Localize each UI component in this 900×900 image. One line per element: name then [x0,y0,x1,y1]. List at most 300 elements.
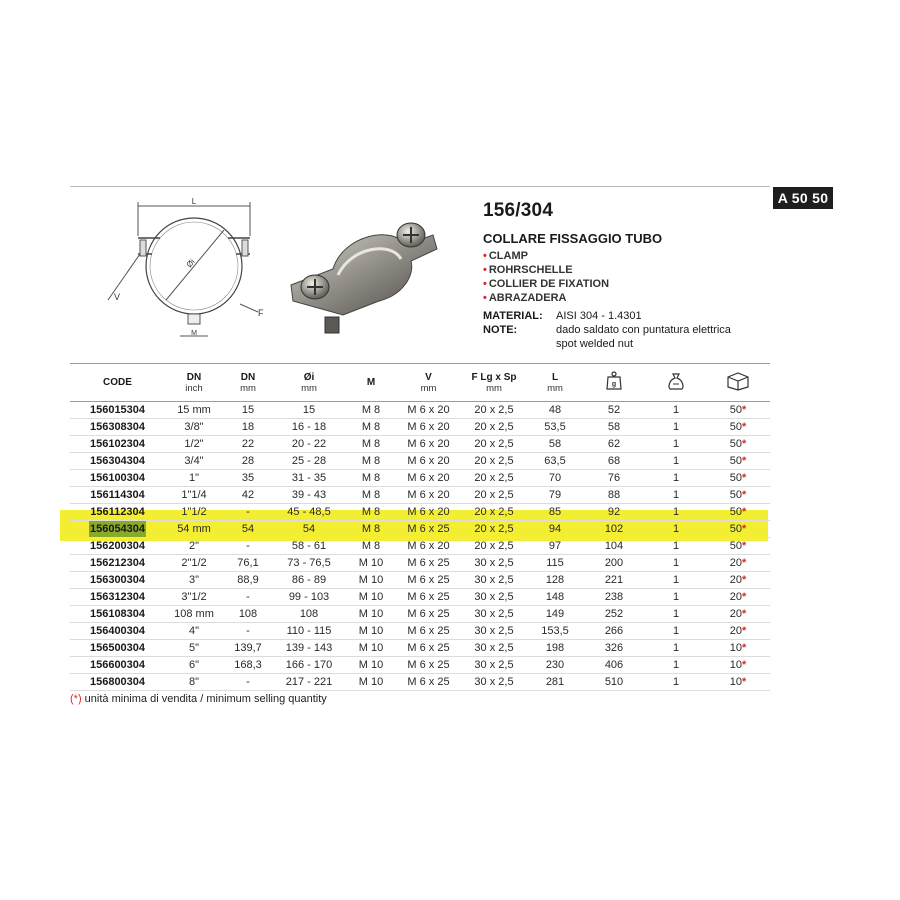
cell-code: 156100304 [70,470,165,487]
table-row [70,589,770,606]
cell-g: 52 [582,402,646,419]
cell-bag: 1 [646,623,706,640]
min-qty-star: * [741,557,747,569]
cell-g: 68 [582,453,646,470]
table-row [70,402,770,419]
cell-g: 406 [582,657,646,674]
bullet-icon: • [483,250,487,262]
cell-bag: 1 [646,402,706,419]
translation-item: • CLAMP [483,250,528,262]
box-quantity: 10 [729,659,742,671]
cell-oi: 54 [273,521,345,538]
footnote-marker: (*) [70,693,82,705]
box-quantity: 50 [729,472,742,484]
cell-dn-mm: - [223,674,273,691]
cell-box [706,470,770,487]
box-quantity: 50 [729,438,742,450]
cell-l: 230 [528,657,582,674]
column-header [460,364,528,402]
cell-v: M 6 x 20 [397,470,460,487]
cell-dn-inch: 1"1/4 [165,487,223,504]
column-header [706,364,770,402]
cell-dn-mm: - [223,589,273,606]
column-header-unit: inch [185,382,203,394]
cell-bag: 1 [646,674,706,691]
cell-bag: 1 [646,589,706,606]
note-line-2: spot welded nut [556,338,634,350]
bag-icon [667,383,685,394]
top-rule [70,186,770,187]
cell-oi: 58 - 61 [273,538,345,555]
cell-box [706,606,770,623]
column-header-name: DN [240,371,256,383]
cell-code: 156304304 [70,453,165,470]
cell-l: 53,5 [528,419,582,436]
cell-oi: 86 - 89 [273,572,345,589]
cell-code: 156108304 [70,606,165,623]
cell-dn-mm: 168,3 [223,657,273,674]
cell-f: 20 x 2,5 [460,402,528,419]
box-quantity: 20 [729,591,742,603]
cell-v: M 6 x 25 [397,657,460,674]
cell-g: 326 [582,640,646,657]
cell-bag: 1 [646,504,706,521]
cell-m: M 8 [345,470,397,487]
column-header-unit: mm [240,382,256,394]
table-row [70,657,770,674]
label-oi: Øi [184,257,197,270]
cell-m: M 8 [345,521,397,538]
cell-dn-mm: 22 [223,436,273,453]
cell-bag: 1 [646,470,706,487]
cell-bag: 1 [646,487,706,504]
cell-f: 20 x 2,5 [460,470,528,487]
column-header-unit: mm [547,382,563,394]
min-qty-star: * [741,438,747,450]
cell-dn-inch: 3/4" [165,453,223,470]
cell-v: M 6 x 25 [397,589,460,606]
column-header [165,364,223,402]
cell-code: 156600304 [70,657,165,674]
cell-l: 94 [528,521,582,538]
table-row [70,640,770,657]
cell-oi: 15 [273,402,345,419]
cell-bag: 1 [646,555,706,572]
cell-l: 128 [528,572,582,589]
cell-m: M 8 [345,538,397,555]
min-qty-star: * [741,455,747,467]
cell-g: 238 [582,589,646,606]
spec-block [483,309,783,351]
cell-oi: 20 - 22 [273,436,345,453]
cell-dn-inch: 3/8" [165,419,223,436]
cell-m: M 10 [345,640,397,657]
table-row [70,436,770,453]
cell-g: 252 [582,606,646,623]
cell-m: M 8 [345,419,397,436]
cell-f: 20 x 2,5 [460,521,528,538]
column-header [582,364,646,402]
product-table [70,363,770,691]
cell-f: 20 x 2,5 [460,538,528,555]
box-quantity: 50 [729,489,742,501]
min-qty-star: * [741,540,747,552]
cell-l: 85 [528,504,582,521]
translation-item: • COLLIER DE FIXATION [483,278,610,290]
cell-box [706,674,770,691]
label-f: F [258,308,264,318]
label-l: L [191,197,197,206]
cell-dn-inch: 54 mm [165,521,223,538]
cell-bag: 1 [646,521,706,538]
column-header [646,364,706,402]
cell-code: 156112304 [70,504,165,521]
box-quantity: 20 [729,625,742,637]
cell-code: 156312304 [70,589,165,606]
translations-list [483,249,783,305]
cell-g: 88 [582,487,646,504]
cell-dn-inch: 2"1/2 [165,555,223,572]
cell-l: 97 [528,538,582,555]
box-quantity: 20 [729,557,742,569]
cell-m: M 10 [345,555,397,572]
cell-v: M 6 x 25 [397,623,460,640]
table-row [70,453,770,470]
cell-dn-mm: 88,9 [223,572,273,589]
cell-box [706,623,770,640]
cell-l: 79 [528,487,582,504]
cell-box [706,589,770,606]
cell-f: 30 x 2,5 [460,674,528,691]
cell-dn-inch: 108 mm [165,606,223,623]
section-badge: A 50 50 [773,187,833,209]
cell-v: M 6 x 20 [397,504,460,521]
product-info [483,200,783,351]
cell-v: M 6 x 20 [397,538,460,555]
cell-m: M 8 [345,453,397,470]
cell-f: 30 x 2,5 [460,640,528,657]
cell-v: M 6 x 20 [397,436,460,453]
table-row [70,419,770,436]
product-photo [283,205,443,345]
cell-m: M 8 [345,402,397,419]
cell-dn-mm: 76,1 [223,555,273,572]
cell-dn-mm: 42 [223,487,273,504]
cell-dn-mm: - [223,504,273,521]
cell-l: 115 [528,555,582,572]
cell-dn-inch: 5" [165,640,223,657]
cell-dn-mm: 139,7 [223,640,273,657]
min-qty-star: * [741,523,747,535]
column-header-unit: mm [486,382,502,394]
column-header-name: L [551,371,559,383]
cell-code: 156300304 [70,572,165,589]
cell-bag: 1 [646,606,706,623]
label-m: M [191,330,197,337]
column-header [397,364,460,402]
column-header [528,364,582,402]
cell-code: 156212304 [70,555,165,572]
cell-l: 198 [528,640,582,657]
min-qty-star: * [741,676,747,688]
cell-box [706,487,770,504]
cell-box [706,555,770,572]
cell-g: 221 [582,572,646,589]
cell-l: 281 [528,674,582,691]
box-quantity: 50 [729,540,742,552]
min-qty-star: * [741,489,747,501]
product-title: COLLARE FISSAGGIO TUBO [483,231,663,246]
column-header-name: F Lg x Sp [471,371,517,383]
box-quantity: 50 [729,404,742,416]
cell-code: 156102304 [70,436,165,453]
column-header-name: DN [186,371,202,383]
min-qty-star: * [741,472,747,484]
cell-oi: 39 - 43 [273,487,345,504]
column-header [70,364,165,402]
box-quantity: 20 [729,574,742,586]
cell-m: M 8 [345,504,397,521]
cell-oi: 99 - 103 [273,589,345,606]
cell-l: 148 [528,589,582,606]
bullet-icon: • [483,292,487,304]
cell-v: M 6 x 20 [397,453,460,470]
column-header-unit: mm [301,382,317,394]
cell-v: M 6 x 20 [397,419,460,436]
material-label: MATERIAL: [483,310,543,322]
cell-dn-inch: 4" [165,623,223,640]
label-v: V [114,292,121,302]
min-qty-star: * [741,591,747,603]
cell-l: 153,5 [528,623,582,640]
cell-bag: 1 [646,572,706,589]
min-qty-star: * [741,574,747,586]
cell-g: 510 [582,674,646,691]
cell-f: 30 x 2,5 [460,555,528,572]
cell-box [706,402,770,419]
cell-dn-inch: 1"1/2 [165,504,223,521]
table-row [70,521,770,538]
cell-box [706,572,770,589]
cell-g: 104 [582,538,646,555]
min-qty-star: * [741,421,747,433]
cell-box [706,657,770,674]
cell-m: M 10 [345,589,397,606]
cell-box [706,538,770,555]
cell-bag: 1 [646,640,706,657]
min-qty-star: * [741,404,747,416]
cell-bag: 1 [646,453,706,470]
cell-l: 70 [528,470,582,487]
technical-drawing [100,196,275,348]
cell-bag: 1 [646,419,706,436]
box-quantity: 10 [729,642,742,654]
table-row [70,623,770,640]
cell-oi: 217 - 221 [273,674,345,691]
cell-oi: 166 - 170 [273,657,345,674]
cell-box [706,504,770,521]
column-header [223,364,273,402]
cell-dn-inch: 1/2" [165,436,223,453]
material-value: AISI 304 - 1.4301 [556,310,642,322]
cell-m: M 10 [345,572,397,589]
cell-oi: 31 - 35 [273,470,345,487]
box-quantity: 20 [729,608,742,620]
cell-oi: 73 - 76,5 [273,555,345,572]
table-row [70,538,770,555]
box-quantity: 10 [729,676,742,688]
cell-f: 30 x 2,5 [460,572,528,589]
cell-m: M 10 [345,623,397,640]
cell-m: M 10 [345,657,397,674]
cell-code: 156500304 [70,640,165,657]
cell-l: 58 [528,436,582,453]
cell-v: M 6 x 25 [397,674,460,691]
cell-g: 266 [582,623,646,640]
box-icon [726,383,750,394]
cell-dn-inch: 15 mm [165,402,223,419]
cell-dn-mm: - [223,538,273,555]
cell-l: 63,5 [528,453,582,470]
cell-dn-inch: 8" [165,674,223,691]
column-header [345,364,397,402]
cell-g: 76 [582,470,646,487]
cell-v: M 6 x 25 [397,555,460,572]
cell-f: 20 x 2,5 [460,436,528,453]
cell-dn-mm: - [223,623,273,640]
min-qty-star: * [741,625,747,637]
cell-oi: 110 - 115 [273,623,345,640]
cell-v: M 6 x 25 [397,521,460,538]
cell-box [706,419,770,436]
footnote [70,693,327,705]
cell-f: 30 x 2,5 [460,623,528,640]
cell-box [706,453,770,470]
cell-f: 30 x 2,5 [460,657,528,674]
cell-f: 20 x 2,5 [460,504,528,521]
cell-oi: 108 [273,606,345,623]
cell-code: 156400304 [70,623,165,640]
cell-dn-inch: 1" [165,470,223,487]
cell-bag: 1 [646,538,706,555]
cell-code: 156200304 [70,538,165,555]
cell-bag: 1 [646,657,706,674]
min-qty-star: * [741,608,747,620]
table-header-row [70,364,770,402]
note-label: NOTE: [483,324,518,336]
translation-item: • ROHRSCHELLE [483,264,573,276]
cell-v: M 6 x 20 [397,487,460,504]
cell-code: 156114304 [70,487,165,504]
cell-g: 102 [582,521,646,538]
table-row [70,487,770,504]
column-header-name: V [425,371,432,383]
min-qty-star: * [741,659,747,671]
min-qty-star: * [741,506,747,518]
cell-oi: 25 - 28 [273,453,345,470]
cell-l: 48 [528,402,582,419]
cell-dn-inch: 3" [165,572,223,589]
weight-icon [605,383,623,394]
column-header-name: CODE [103,377,132,388]
cell-f: 30 x 2,5 [460,589,528,606]
cell-v: M 6 x 20 [397,402,460,419]
box-quantity: 50 [729,523,742,535]
footnote-text: unità minima di vendita / minimum selling quantity [84,693,327,705]
cell-l: 149 [528,606,582,623]
cell-box [706,521,770,538]
cell-v: M 6 x 25 [397,606,460,623]
box-quantity: 50 [729,455,742,467]
table-row [70,674,770,691]
cell-f: 20 x 2,5 [460,453,528,470]
cell-box [706,436,770,453]
table-row [70,555,770,572]
bullet-icon: • [483,278,487,290]
cell-dn-inch: 2" [165,538,223,555]
cell-code: 156015304 [70,402,165,419]
cell-dn-mm: 28 [223,453,273,470]
cell-dn-mm: 35 [223,470,273,487]
cell-oi: 45 - 48,5 [273,504,345,521]
cell-dn-mm: 54 [223,521,273,538]
cell-dn-mm: 18 [223,419,273,436]
cell-g: 92 [582,504,646,521]
highlighted-code: 156054304 [89,523,146,535]
table-row [70,504,770,521]
cell-code: 156800304 [70,674,165,691]
cell-m: M 10 [345,674,397,691]
cell-m: M 8 [345,436,397,453]
cell-oi: 16 - 18 [273,419,345,436]
cell-bag: 1 [646,436,706,453]
table-row [70,470,770,487]
cell-dn-inch: 3"1/2 [165,589,223,606]
translation-item: • ABRAZADERA [483,292,567,304]
cell-code: 156308304 [70,419,165,436]
table-body [70,402,770,691]
min-qty-star: * [741,642,747,654]
cell-box [706,640,770,657]
bullet-icon: • [483,264,487,276]
cell-g: 62 [582,436,646,453]
column-header-unit: mm [420,382,437,394]
column-header-name: Øi [303,371,315,383]
note-line-1: dado saldato con puntatura elettrica [556,324,731,336]
cell-m: M 8 [345,487,397,504]
box-quantity: 50 [729,421,742,433]
cell-f: 20 x 2,5 [460,419,528,436]
cell-m: M 10 [345,606,397,623]
cell-f: 20 x 2,5 [460,487,528,504]
cell-f: 30 x 2,5 [460,606,528,623]
cell-v: M 6 x 25 [397,572,460,589]
product-code: 156/304 [483,200,554,221]
table-row [70,572,770,589]
cell-oi: 139 - 143 [273,640,345,657]
column-header [273,364,345,402]
column-header-name: M [366,377,376,388]
weight-icon-label: g [611,381,617,388]
table-row [70,606,770,623]
cell-dn-inch: 6" [165,657,223,674]
cell-dn-mm: 15 [223,402,273,419]
box-quantity: 50 [729,506,742,518]
cell-dn-mm: 108 [223,606,273,623]
cell-g: 58 [582,419,646,436]
cell-g: 200 [582,555,646,572]
cell-code [70,521,165,538]
